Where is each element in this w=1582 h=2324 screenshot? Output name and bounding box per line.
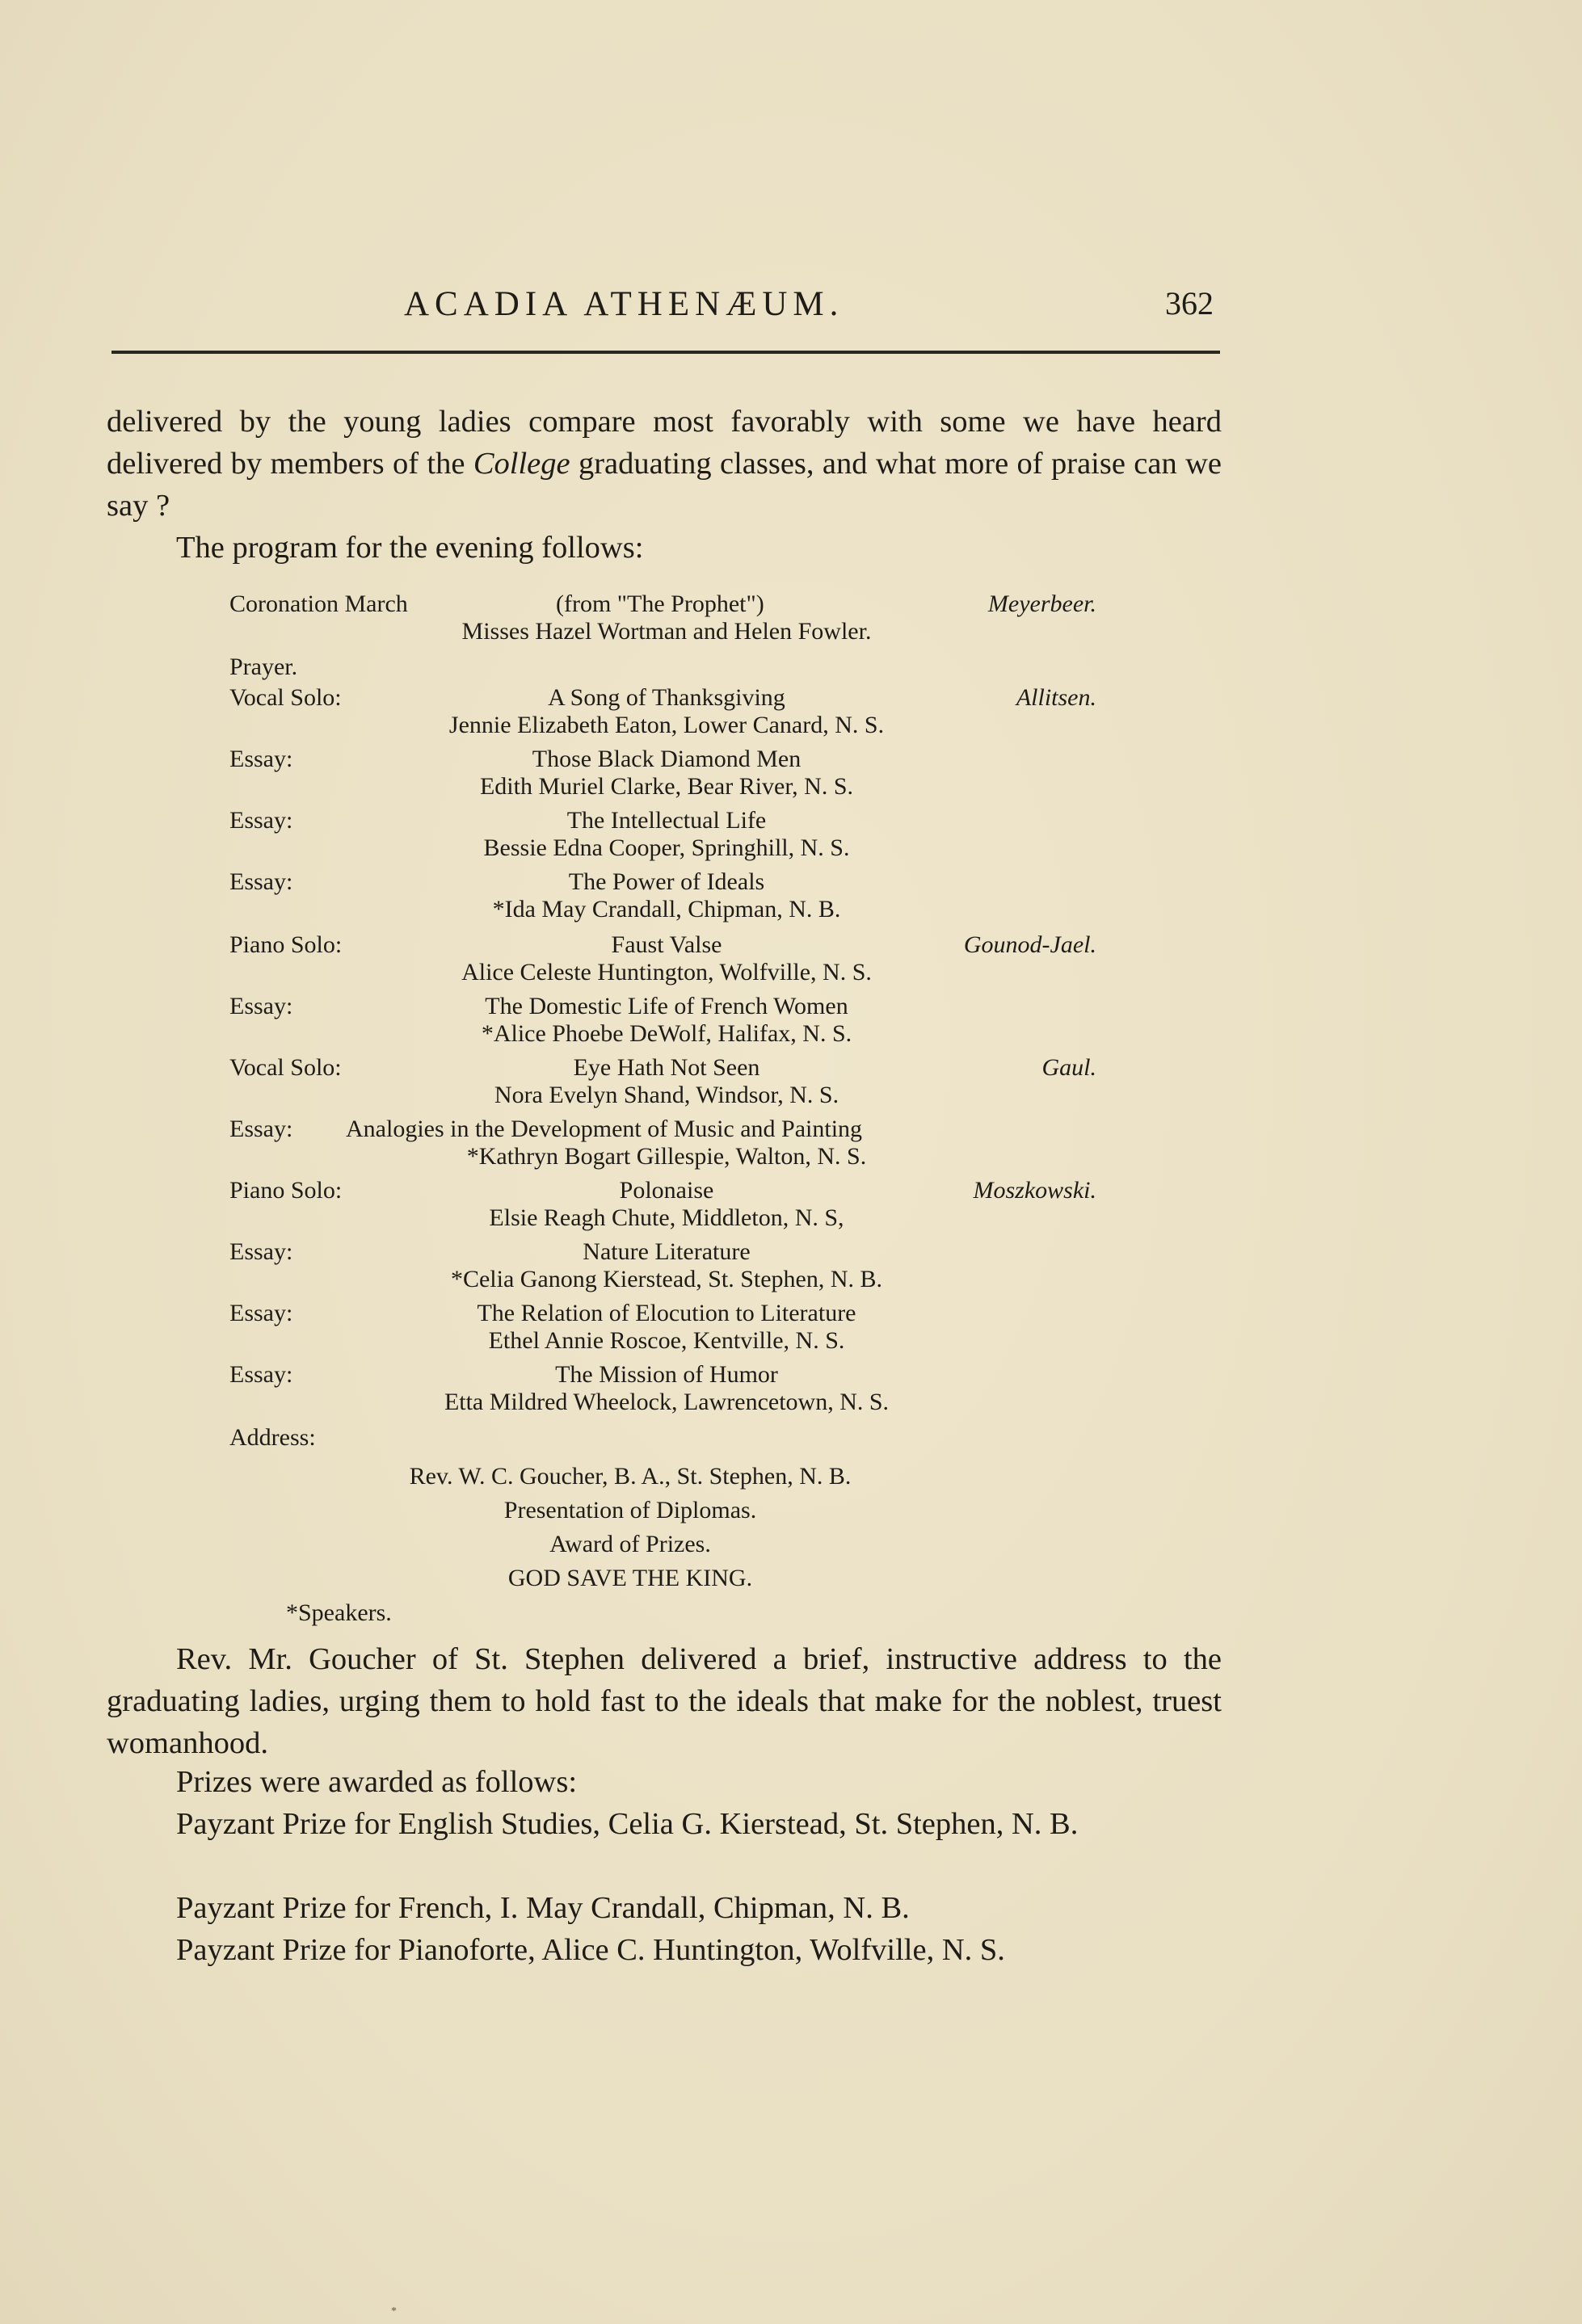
program-performer: Nora Evelyn Shand, Windsor, N. S.: [494, 1082, 839, 1108]
program-title: Nature Literature: [583, 1238, 751, 1265]
program-performer: *Kathryn Bogart Gillespie, Walton, N. S.: [466, 1143, 867, 1170]
program-label: Piano Solo:: [229, 931, 343, 958]
program-title: Faust Valse: [611, 931, 722, 958]
intro-text-start: delivered by the young ladies compare most favorably with some we have heard delivered by members of the: [107, 405, 1222, 481]
program-title: Polonaise: [619, 1177, 714, 1204]
program-label: Essay:: [229, 1300, 293, 1326]
bottom-mark: *: [391, 2305, 397, 2318]
page-number: 362: [1165, 285, 1214, 321]
program-label: Essay:: [229, 1116, 293, 1142]
program-label: Essay:: [229, 993, 293, 1019]
running-header-title: ACADIA ATHENÆUM.: [404, 285, 844, 323]
program-performer: *Celia Ganong Kierstead, St. Stephen, N. B.: [450, 1266, 883, 1292]
prize-english: Payzant Prize for English Studies, Celia G. Kierstead, St. Stephen, N. B.: [176, 1807, 1079, 1841]
prize-french: Payzant Prize for French, I. May Crandall, Chipman, N. B.: [176, 1891, 910, 1925]
program-label: Vocal Solo:: [229, 1054, 342, 1081]
program-composer: Allitsen.: [1016, 684, 1096, 711]
program-performer: Etta Mildred Wheelock, Lawrencetown, N. S.: [444, 1389, 890, 1415]
intro-paragraph: [107, 401, 1222, 527]
program-label: Essay:: [229, 1238, 293, 1265]
program-performer: Bessie Edna Cooper, Springhill, N. S.: [483, 834, 850, 861]
prizes-intro: Prizes were awarded as follows:: [176, 1765, 578, 1799]
program-performer: Edith Muriel Clarke, Bear River, N. S.: [479, 773, 854, 800]
program-label: Essay:: [229, 868, 293, 895]
program-composer: Gounod-Jael.: [963, 931, 1096, 958]
speakers-footnote: *Speakers.: [286, 1599, 392, 1626]
program-label: Essay:: [229, 807, 293, 834]
program-label: Piano Solo:: [229, 1177, 343, 1204]
program-label: Vocal Solo:: [229, 684, 342, 711]
program-label: Prayer.: [229, 653, 298, 680]
goucher-paragraph: Rev. Mr. Goucher of St. Stephen delivered a brief, instructive address to the graduating ladies, urging them to hold fast to the ideals that make for the noblest, truest womanhood.: [107, 1642, 1222, 1760]
award-of-prizes: Award of Prizes.: [549, 1531, 711, 1557]
address-speaker: Rev. W. C. Goucher, B. A., St. Stephen, N. B.: [409, 1463, 852, 1490]
intro-text-end: graduating classes, and what more of praise can we say ?: [107, 447, 1222, 523]
program-title: Analogies in the Development of Music and Painting: [346, 1116, 863, 1142]
program-performer: Misses Hazel Wortman and Helen Fowler.: [461, 618, 872, 645]
program-title: The Intellectual Life: [566, 807, 767, 834]
program-title: Eye Hath Not Seen: [573, 1054, 760, 1081]
program-composer: Meyerbeer.: [987, 590, 1096, 617]
presentation-of-diplomas: Presentation of Diplomas.: [503, 1497, 757, 1523]
program-intro: The program for the evening follows:: [176, 531, 644, 565]
program-label: Essay:: [229, 746, 293, 772]
program-performer: Jennie Elizabeth Eaton, Lower Canard, N. S.: [448, 712, 885, 738]
program-label: Coronation March: [229, 590, 408, 617]
program-title: The Power of Ideals: [568, 868, 765, 895]
program-title: A Song of Thanksgiving: [548, 684, 785, 711]
program-performer: Ethel Annie Roscoe, Kentville, N. S.: [488, 1327, 845, 1354]
program-composer: Moszkowski.: [973, 1177, 1096, 1204]
program-title: The Mission of Humor: [555, 1361, 778, 1388]
program-performer: *Alice Phoebe DeWolf, Halifax, N. S.: [481, 1020, 852, 1047]
prize-pianoforte: Payzant Prize for Pianoforte, Alice C. Huntington, Wolfville, N. S.: [176, 1933, 1005, 1967]
program-title: Those Black Diamond Men: [532, 746, 802, 772]
program-label: Essay:: [229, 1361, 293, 1388]
program-composer: Gaul.: [1041, 1054, 1096, 1081]
program-title: The Domestic Life of French Women: [485, 993, 848, 1019]
program-performer: Alice Celeste Huntington, Wolfville, N. S.: [461, 959, 872, 985]
program-title: The Relation of Elocution to Literature: [477, 1300, 856, 1326]
intro-italic-college: College: [473, 447, 570, 481]
closing-anthem: GOD SAVE THE KING.: [507, 1565, 753, 1591]
program-performer: *Ida May Crandall, Chipman, N. B.: [492, 896, 841, 922]
header-rule: [111, 351, 1220, 354]
program-title: (from "The Prophet"): [556, 590, 764, 617]
program-performer: Elsie Reagh Chute, Middleton, N. S,: [489, 1204, 844, 1231]
program-label: Address:: [229, 1424, 316, 1451]
